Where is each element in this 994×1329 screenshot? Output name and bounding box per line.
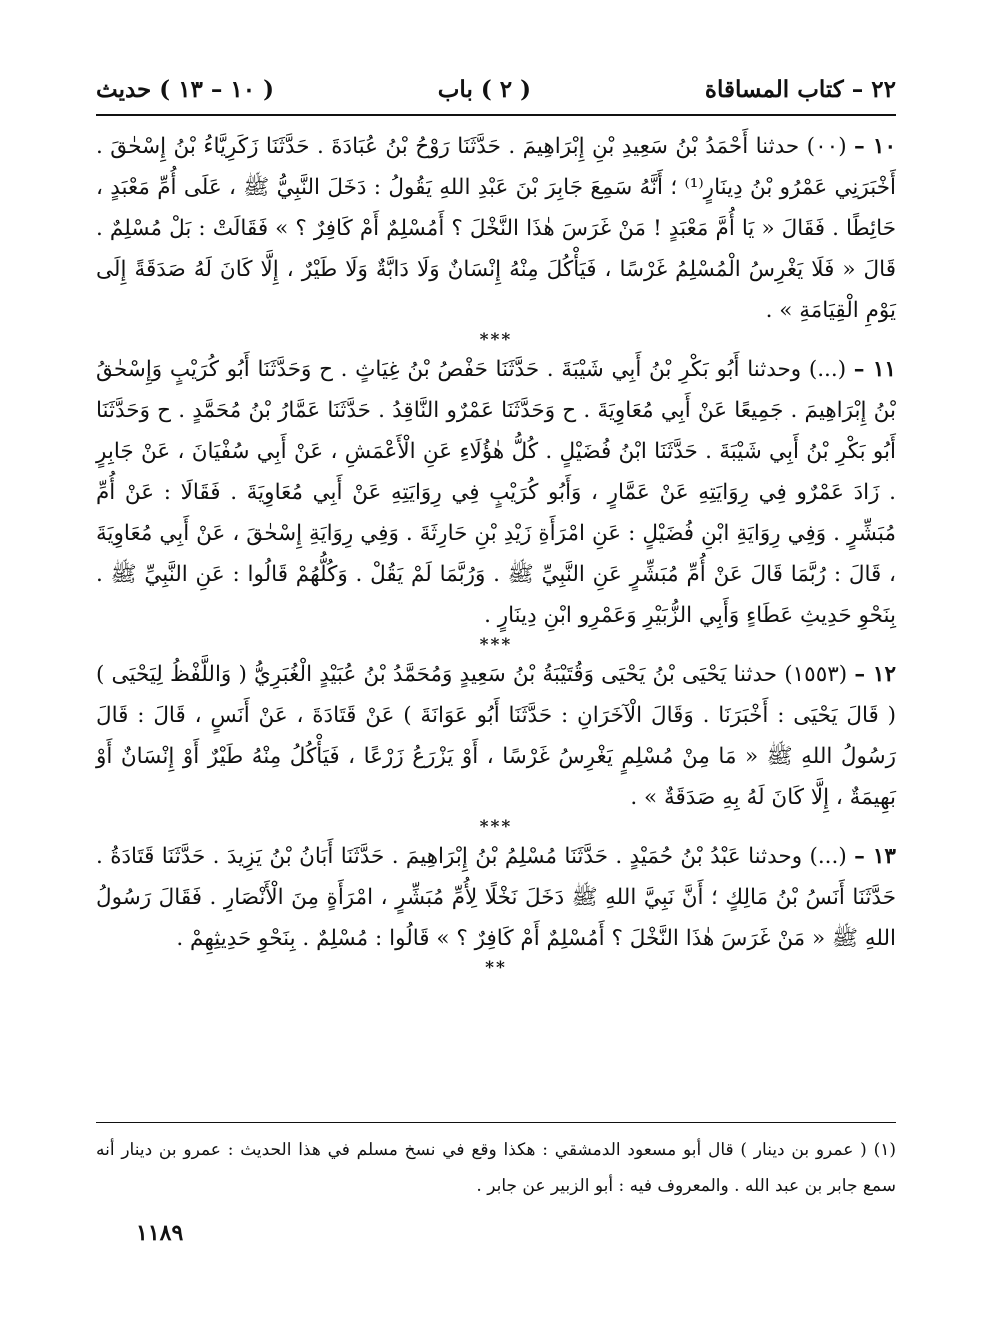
hadith-text: (١٥٥٣) حدثنا يَحْيَى بْنُ يَحْيَى وَقُتَيْبَةُ بْنُ سَعِيدٍ وَمُحَمَّدُ بْنُ عُبَيْدٍ الْغُبَرِيُّ ( وَاللَّفْظُ لِيَحْيَى ) ( قَالَ يَحْيَى : أَخْبَرَنَا . وَقَالَ الْآخَرَانِ : حَدَّثَنَا أَبُو عَوَانَةَ ) عَنْ قَتَادَةَ ، عَنْ أَنَسٍ ، قَالَ : قَالَ رَسُولُ اللهِ ﷺ « مَا مِنْ مُسْلِمٍ يَغْرِسُ غَرْسًا ، أَوْ يَزْرَعُ زَرْعًا ، فَيَأْكُلُ مِنْهُ طَيْرٌ أَوْ إِنْسَانٌ أَوْ بَهِيمَةٌ ، إِلَّا كَانَ لَهُ بِهِ صَدَقَةٌ » . [96,662,896,810]
hadith-text: (٠٠) حدثنا أَحْمَدُ بْنُ سَعِيدِ بْنِ إِبْرَاهِيمَ . حَدَّثَنَا رَوْحُ بْنُ عُبَادَةَ . حَدَّثَنَا زَكَرِيَّاءُ بْنُ إِسْحٰقَ . أَخْبَرَنِي عَمْرُو بْنُ دِينَارٍ⁽¹⁾ ؛ أَنَّهُ سَمِعَ جَابِرَ بْنَ عَبْدِ اللهِ يَقُولُ : دَخَلَ النَّبِيُّ ﷺ ، عَلَى أُمِّ مَعْبَدٍ ، حَائِطًا . فَقَالَ « يَا أُمَّ مَعْبَدٍ ! مَنْ غَرَسَ هٰذَا النَّخْلَ ؟ أَمُسْلِمٌ أَمْ كَافِرٌ ؟ » فَقَالَتْ : بَلْ مُسْلِمٌ . قَالَ « فَلَا يَغْرِسُ الْمُسْلِمُ غَرْسًا ، فَيَأْكُلَ مِنْهُ إِنْسَانٌ وَلَا دَابَّةٌ وَلَا طَيْرٌ ، إِلَّا كَانَ لَهُ صَدَقَةً إِلَى يَوْمِ الْقِيَامَةِ » . [96,134,896,323]
section-title: ( ٢ ) باب [437,76,531,103]
running-header [96,72,896,108]
separator-stars: *** [479,330,513,350]
hadith-text: (...) وحدثنا أَبُو بَكْرِ بْنُ أَبِي شَيْبَةَ . حَدَّثَنَا حَفْصُ بْنُ غِيَاثٍ . ح وَحَدَّثَنَا أَبُو كُرَيْبٍ وَإِسْحٰقُ بْنُ إِبْرَاهِيمَ . جَمِيعًا عَنْ أَبِي مُعَاوِيَةَ . ح وَحَدَّثَنَا عَمْرٌو النَّاقِدُ . حَدَّثَنَا عَمَّارُ بْنُ مُحَمَّدٍ . ح وَحَدَّثَنَا أَبُو بَكْرِ بْنُ أَبِي شَيْبَةَ . حَدَّثَنَا ابْنُ فُضَيْلٍ . كُلُّ هٰؤُلَاءِ عَنِ الْأَعْمَشِ ، عَنْ أَبِي سُفْيَانَ ، عَنْ جَابِرٍ . زَادَ عَمْرٌو فِي رِوَايَتِهِ عَنْ عَمَّارٍ ، وَأَبُو كُرَيْبٍ فِي رِوَايَتِهِ عَنْ أَبِي مُعَاوِيَةَ . فَقَالَا : عَنْ أُمِّ مُبَشِّرٍ . وَفِي رِوَايَةِ ابْنِ فُضَيْلٍ : عَنِ امْرَأَةِ زَيْدِ بْنِ حَارِثَةَ . وَفِي رِوَايَةِ إِسْحٰقَ ، عَنْ أَبِي مُعَاوِيَةَ ، قَالَ : رُبَّمَا قَالَ عَنْ أُمِّ مُبَشِّرٍ عَنِ النَّبِيِّ ﷺ . وَرُبَّمَا لَمْ يَقُلْ . وَكُلُّهُمْ قَالُوا : عَنِ النَّبِيِّ ﷺ . بِنَحْوِ حَدِيثِ عَطَاءٍ وَأَبِي الزُّبَيْرِ وَعَمْرِو ابْنِ دِينَارٍ . [96,357,896,628]
main-text [96,126,896,977]
hadith-10 [96,126,896,331]
hadith-number: ١٠ – [854,134,896,159]
hadith-number: ١٣ – [854,844,896,869]
separator-stars: *** [479,817,513,837]
hadith-13 [96,836,896,959]
end-mark: ** [485,958,507,978]
chapter-title: ٢٢ – كتاب المساقاة [704,76,896,103]
hadith-text: (...) وحدثنا عَبْدُ بْنُ حُمَيْدٍ . حَدَّثَنَا مُسْلِمُ بْنُ إِبْرَاهِيمَ . حَدَّثَنَا أَبَانُ بْنُ يَزِيدَ . حَدَّثَنَا قَتَادَةُ . حَدَّثَنَا أَنَسُ بْنُ مَالِكٍ ؛ أَنَّ نَبِيَّ اللهِ ﷺ دَخَلَ نَخْلًا لِأُمِّ مُبَشِّرٍ ، امْرَأَةٍ مِنَ الْأَنْصَارِ . فَقَالَ رَسُولُ اللهِ ﷺ « مَنْ غَرَسَ هٰذَا النَّخْلَ ؟ أَمُسْلِمٌ أَمْ كَافِرٌ ؟ » قَالُوا : مُسْلِمٌ . بِنَحْوِ حَدِيثِهِمْ . [96,844,896,951]
footnote: (١) ( عمرو بن دينار ) قال أبو مسعود الدمشقي : هكذا وقع في نسخ مسلم في هذا الحديث : عمرو بن دينار أنه سمع جابر بن عبد الله . والمعروف فيه : أبو الزبير عن جابر . [96,1140,896,1196]
hadith-number: ١٢ – [854,662,896,687]
hadith-11 [96,349,896,636]
hadith-number: ١١ – [853,357,896,382]
page-number: ١١٨٩ [136,1220,184,1246]
hadith-range: ( ١٠ – ١٣ ) حديث [96,76,275,103]
separator-stars: *** [479,635,513,655]
footnote-rule [96,1122,896,1123]
header-rule [96,114,896,116]
hadith-12 [96,654,896,818]
